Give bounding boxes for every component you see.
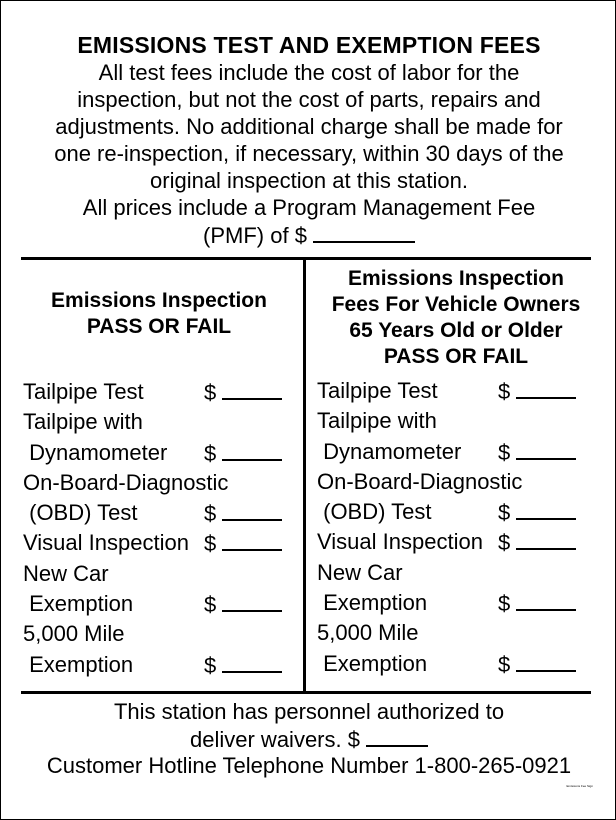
price-blank: [516, 527, 576, 550]
fee-price: [498, 588, 576, 619]
fee-label: Dynamometer: [23, 439, 168, 465]
price-blank: [222, 528, 282, 551]
fee-label: On-Board-Diagnostic: [23, 469, 229, 495]
fee-row: [23, 650, 298, 680]
fee-label: Dynamometer: [317, 438, 462, 464]
right-fee-list: [317, 376, 592, 679]
fee-row: [317, 618, 592, 648]
fee-label: Visual Inspection: [23, 530, 189, 556]
intro-line: All test fees include the cost of labor for the: [98, 60, 520, 85]
price-blank: [222, 498, 282, 521]
dollar-sign: $: [498, 530, 511, 556]
dollar-sign: $: [498, 591, 511, 617]
price-blank: [222, 589, 282, 612]
dollar-sign: $: [204, 440, 217, 466]
dollar-sign: $: [498, 651, 511, 677]
price-blank: [516, 437, 576, 460]
fee-row: [23, 559, 298, 589]
fee-row: [23, 377, 298, 407]
dollar-sign: $: [204, 652, 217, 678]
fee-price: [498, 527, 576, 558]
price-blank: [516, 649, 576, 672]
fee-row: [317, 558, 592, 588]
fee-row: [23, 619, 298, 649]
fee-row: [317, 649, 592, 679]
left-column-heading: [23, 288, 295, 340]
intro-line: original inspection at this station.: [150, 168, 468, 193]
intro-text: [21, 59, 597, 249]
heading-line: Emissions Inspection: [51, 289, 267, 312]
right-column-heading: [309, 266, 603, 370]
left-fee-list: [23, 377, 298, 680]
price-blank: [516, 588, 576, 611]
dollar-sign: $: [204, 531, 217, 557]
fee-row: [317, 497, 592, 527]
fee-row: [23, 589, 298, 619]
fee-label: Tailpipe with: [23, 409, 143, 435]
fee-label: (OBD) Test: [317, 499, 432, 525]
fee-label: Visual Inspection: [317, 529, 483, 555]
fee-row: [317, 467, 592, 497]
fee-label: Tailpipe with: [317, 408, 437, 434]
fee-label: 5,000 Mile: [317, 620, 419, 646]
fee-row: [317, 406, 592, 436]
top-divider: [21, 257, 591, 260]
price-blank: [222, 377, 282, 400]
hotline-line: Customer Hotline Telephone Number 1-800-265-0921: [46, 753, 572, 778]
fee-row: [23, 498, 298, 528]
intro-line: one re-inspection, if necessary, within 30 days of the: [54, 141, 564, 166]
fee-label: Tailpipe Test: [317, 378, 438, 403]
fee-price: [498, 376, 576, 407]
fee-label: Exemption: [23, 591, 134, 617]
fee-row: [317, 437, 592, 467]
fee-price: [204, 589, 282, 620]
intro-line: All prices include a Program Management Fee: [82, 195, 536, 220]
price-blank: [222, 438, 282, 461]
fee-label: On-Board-Diagnostic: [317, 468, 523, 494]
fee-label: New Car: [317, 559, 403, 585]
fee-row: [23, 407, 298, 437]
fee-row: [317, 588, 592, 618]
sign-title: EMISSIONS TEST AND EXEMPTION FEES: [77, 32, 541, 58]
dollar-sign: $: [204, 380, 217, 405]
intro-line: inspection, but not the cost of parts, repairs and: [77, 87, 541, 112]
fee-row: [317, 376, 592, 406]
fee-price: [204, 498, 282, 529]
footer-line2: [11, 725, 607, 753]
fee-price: [498, 649, 576, 680]
fee-label: New Car: [23, 560, 109, 586]
fee-label: Tailpipe Test: [23, 379, 144, 404]
fee-row: [23, 438, 298, 468]
fee-label: 5,000 Mile: [23, 621, 125, 647]
pmf-label: (PMF) of $: [203, 223, 307, 248]
fee-price: [204, 528, 282, 559]
fee-price: [204, 650, 282, 681]
column-divider: [303, 259, 306, 692]
pmf-line: [21, 221, 597, 249]
fee-row: [23, 468, 298, 498]
heading-line: PASS OR FAIL: [383, 345, 529, 368]
heading-line: 65 Years Old or Older: [349, 319, 563, 342]
waiver-label: deliver waivers. $: [190, 727, 360, 752]
fee-price: [204, 377, 282, 408]
bottom-divider: [21, 691, 591, 694]
dollar-sign: $: [498, 500, 511, 526]
price-blank: [516, 497, 576, 520]
dollar-sign: $: [498, 379, 511, 404]
footer-line1: This station has personnel authorized to: [113, 699, 505, 724]
heading-line: Fees For Vehicle Owners: [331, 293, 581, 316]
waiver-blank: [366, 725, 428, 747]
intro-line: adjustments. No additional charge shall be made for: [55, 114, 563, 139]
fee-label: Exemption: [317, 650, 428, 676]
fee-price: [498, 437, 576, 468]
fee-price: [204, 438, 282, 469]
fee-row: [23, 528, 298, 558]
dollar-sign: $: [204, 592, 217, 618]
pmf-blank: [313, 221, 415, 243]
fine-print: Emissions Fee Sign: [566, 784, 593, 788]
fee-price: [498, 497, 576, 528]
fee-label: Exemption: [317, 590, 428, 616]
fee-label: Exemption: [23, 651, 134, 677]
price-blank: [516, 376, 576, 399]
dollar-sign: $: [498, 439, 511, 465]
heading-line: PASS OR FAIL: [86, 315, 232, 338]
fee-row: [317, 527, 592, 557]
price-blank: [222, 650, 282, 673]
heading-line: Emissions Inspection: [348, 267, 564, 290]
dollar-sign: $: [204, 501, 217, 527]
fee-label: (OBD) Test: [23, 500, 138, 526]
